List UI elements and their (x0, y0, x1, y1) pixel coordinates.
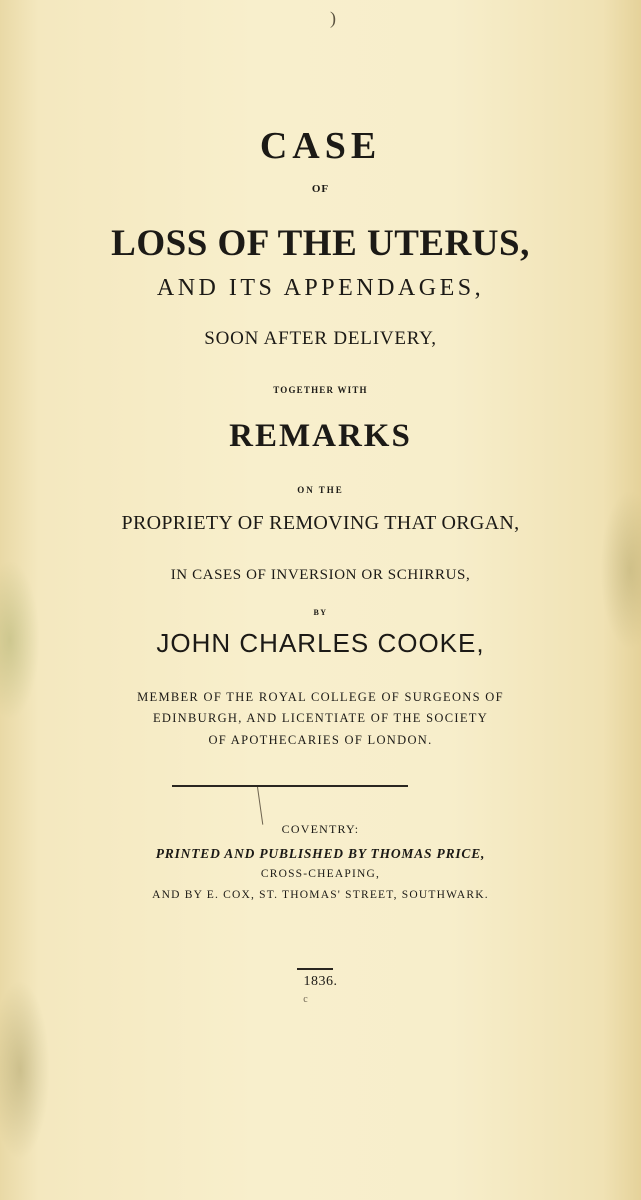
imprint-printed-by: PRINTED AND PUBLISHED BY THOMAS PRICE, (155, 846, 486, 861)
ink-mark-bottom: c (303, 994, 308, 1005)
subtitle-appendages: AND ITS APPENDAGES, (156, 275, 485, 301)
ink-mark-top: ) (330, 8, 336, 28)
remarks-heading: REMARKS (229, 418, 412, 454)
pen-stroke-mark (257, 787, 263, 825)
author-name: JOHN CHARLES COOKE, (156, 628, 485, 658)
propriety-line: PROPRIETY OF REMOVING THAT ORGAN, (121, 512, 520, 534)
subtitle-delivery: SOON AFTER DELIVERY, (204, 328, 437, 349)
separator-rule (172, 785, 408, 787)
case-heading: CASE (259, 125, 382, 167)
main-title: LOSS OF THE UTERUS, (111, 223, 530, 264)
inversion-line: IN CASES OF INVERSION OR SCHIRRUS, (170, 567, 471, 583)
imprint-place: COVENTRY: (281, 822, 360, 836)
credentials-line-3: OF APOTHECARIES OF LONDON. (208, 733, 433, 747)
together-with-text: TOGETHER WITH (273, 385, 368, 395)
credentials-line-1: MEMBER OF THE ROYAL COLLEGE OF SURGEONS OF (137, 690, 504, 704)
year-rule (297, 968, 333, 970)
imprint-cox: AND BY E. COX, ST. THOMAS' STREET, SOUTHWARK. (152, 889, 489, 901)
publication-year: 1836. (303, 974, 338, 989)
by-text: BY (313, 608, 328, 617)
paper-stain-bottom-left (0, 980, 50, 1160)
credentials-line-2: EDINBURGH, AND LICENTIATE OF THE SOCIETY (152, 711, 489, 725)
on-the-text: ON THE (297, 485, 344, 495)
of-word: OF (311, 183, 330, 195)
imprint-street: CROSS-CHEAPING, (260, 868, 381, 880)
